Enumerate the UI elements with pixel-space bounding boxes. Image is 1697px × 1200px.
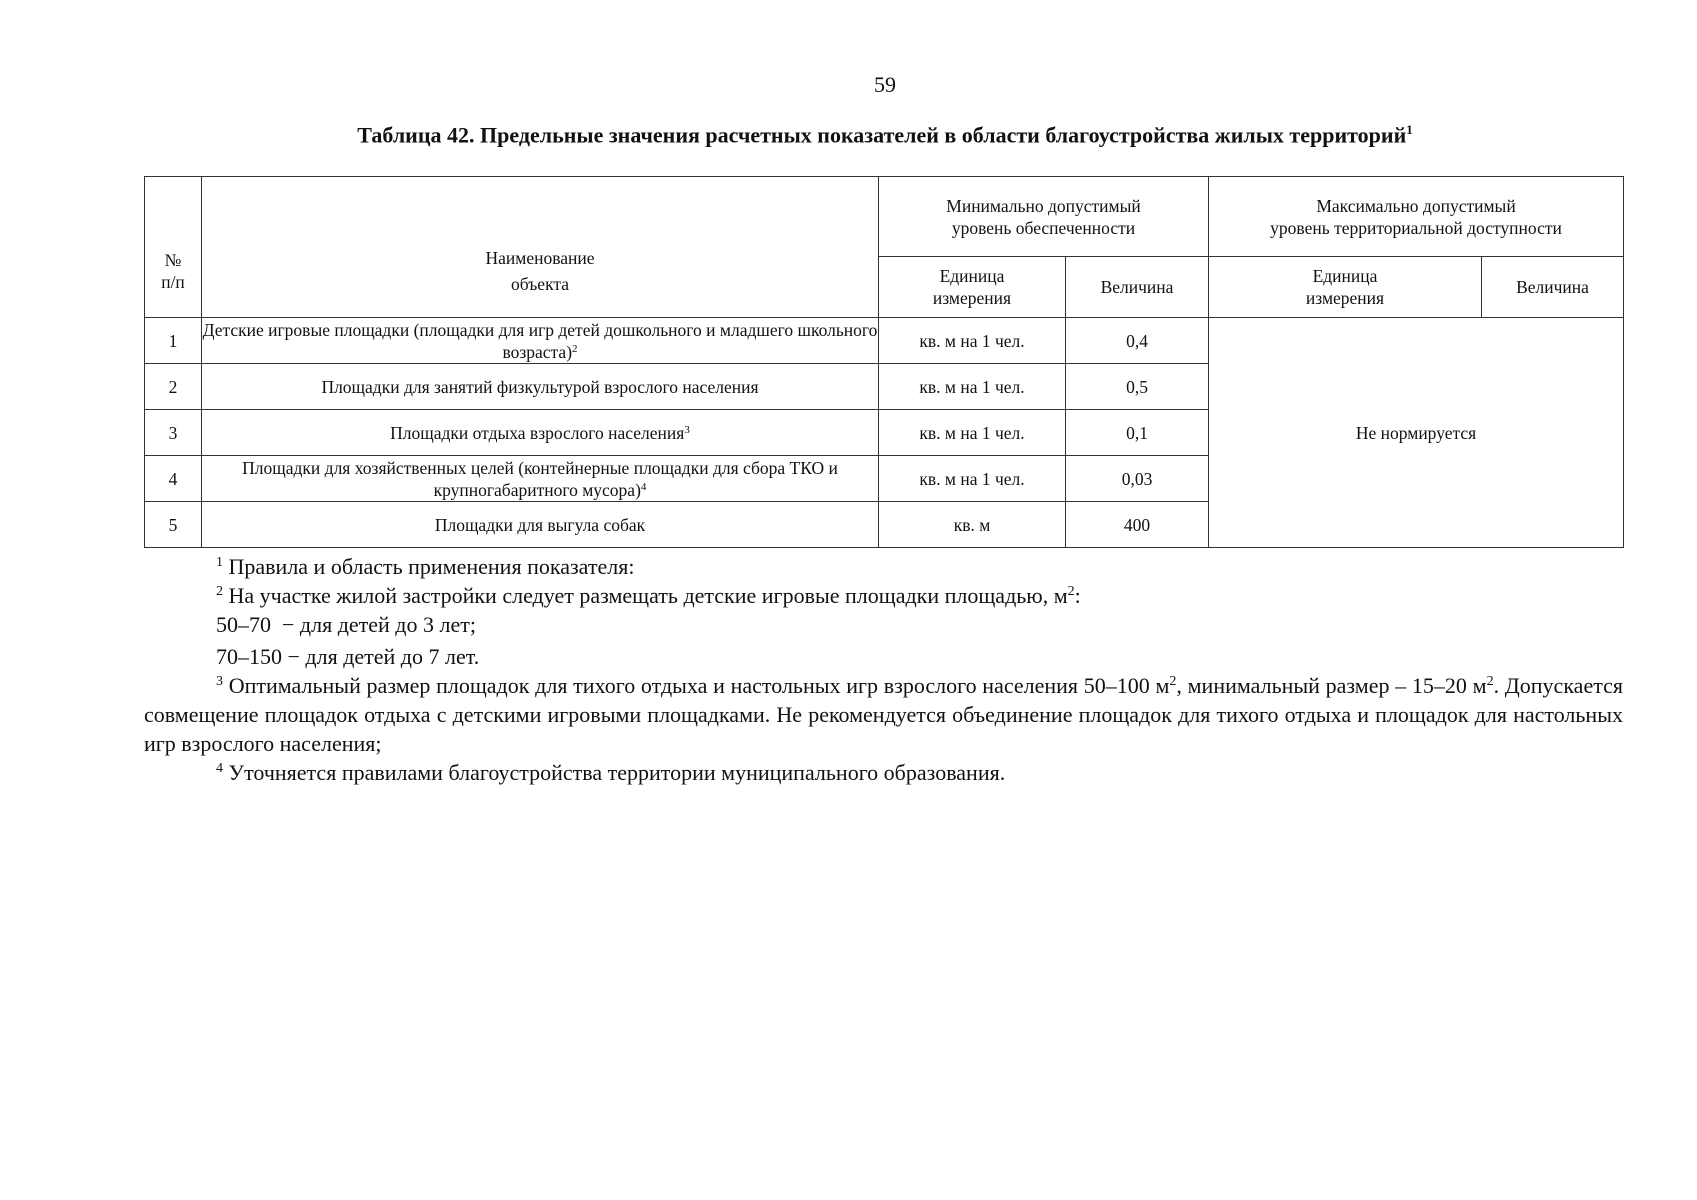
row-num: 4 [145,456,202,502]
row-value: 0,03 [1066,456,1209,502]
footnote-1-text: Правила и область применения показателя: [228,554,635,579]
header-num-line1: № [164,250,182,270]
row-unit: кв. м на 1 чел. [879,410,1066,456]
row-value: 0,4 [1066,318,1209,364]
footnote-4 [144,758,1623,787]
header-min-value: Величина [1066,257,1209,318]
footnote-1 [144,552,1623,581]
footnote-2 [144,581,1623,610]
footnote-3-part2: , минимальный размер – 15–20 м [1176,673,1487,698]
row-name [202,410,879,456]
footnote-3 [144,671,1623,758]
header-max-unit-line1: Единица [1312,266,1378,286]
row-unit: кв. м [879,502,1066,548]
footnote-3-mark: 3 [216,674,223,689]
row-value: 400 [1066,502,1209,548]
footnote-2-line-2: 70–150 − для детей до 7 лет. [216,644,480,669]
header-name-line1: Наименование [485,248,595,268]
header-min-level-line1: Минимально допустимый [946,195,1141,216]
row-name [202,364,879,410]
row-num: 2 [145,364,202,410]
title-footnote-mark: 1 [1406,122,1413,137]
footnote-3-part1: Оптимальный размер площадок для тихого отдыха и настольных игр взрослого населения 50–100 м [228,673,1170,698]
header-max-level-line2: уровень территориальной доступности [1270,217,1562,238]
row-name [202,502,879,548]
row-value: 0,5 [1066,364,1209,410]
header-min-unit [879,257,1066,318]
footnote-3-part3: . Допускается совмещение площадок отдыха с детскими игровыми площадками. Не рекомендуется объединение площадок для тихого отдыха и площадок для настольных игр взрослого населения; [144,673,1623,756]
row-name-text: Площадки для выгула собак [434,514,646,535]
header-name [202,177,879,318]
row-num: 1 [145,318,202,364]
footnote-2-tail: : [1074,583,1081,608]
footnotes [144,552,1623,787]
header-num [145,177,202,318]
header-max-level-line1: Максимально допустимый [1316,195,1516,216]
header-max-unit-line2: измерения [1305,288,1385,308]
row-unit: кв. м на 1 чел. [879,364,1066,410]
row-footnote-mark: 2 [572,342,578,355]
header-max-level [1209,177,1624,257]
row-name-text: Детские игровые площадки (площадки для игр детей дошкольного и младшего школьного возраста) [202,319,878,362]
row-value: 0,1 [1066,410,1209,456]
table-row [145,318,1624,364]
footnote-4-mark: 4 [216,761,223,776]
row-name-text: Площадки для хозяйственных целей (контейнерные площадки для сбора ТКО и крупногабаритного мусора) [242,457,838,500]
row-name [202,456,879,502]
page-number: 59 [874,72,896,97]
row-footnote-mark: 3 [684,423,690,436]
header-num-line2: п/п [161,272,185,292]
footnote-4-text: Уточняется правилами благоустройства территории муниципального образования. [228,760,1006,785]
row-unit: кв. м на 1 чел. [879,456,1066,502]
table-title [145,122,1625,148]
row-num: 5 [145,502,202,548]
header-max-unit [1209,257,1482,318]
header-min-level-line2: уровень обеспеченности [951,217,1136,238]
header-max-value: Величина [1482,257,1624,318]
header-min-level [879,177,1209,257]
footnote-2-unit-sup: 2 [1067,584,1075,599]
footnote-2-mark: 2 [216,584,223,599]
footnote-1-mark: 1 [216,555,223,570]
max-level-not-normed: Не нормируется [1209,318,1624,548]
row-unit: кв. м на 1 чел. [879,318,1066,364]
row-name-text: Площадки для занятий физкультурой взрослого населения [321,376,759,397]
row-name-text: Площадки отдыха взрослого населения [390,422,685,443]
row-name [202,318,879,364]
footnote-3-sup2: 2 [1486,674,1494,689]
header-min-unit-line1: Единица [939,266,1005,286]
table-title-text: Таблица 42. Предельные значения расчетных показателей в области благоустройства жилых территорий [357,122,1407,148]
table-header-row [145,177,1624,257]
header-min-unit-line2: измерения [932,288,1012,308]
footnote-2-line-1: 50–70 − для детей до 3 лет; [216,612,476,637]
header-name-line2: объекта [511,274,569,294]
row-footnote-mark: 4 [640,480,647,493]
row-num: 3 [145,410,202,456]
indicators-table [144,176,1624,548]
footnote-2-text: На участке жилой застройки следует размещать детские игровые площадки площадью, м [228,583,1068,608]
footnote-3-sup1: 2 [1169,674,1177,689]
